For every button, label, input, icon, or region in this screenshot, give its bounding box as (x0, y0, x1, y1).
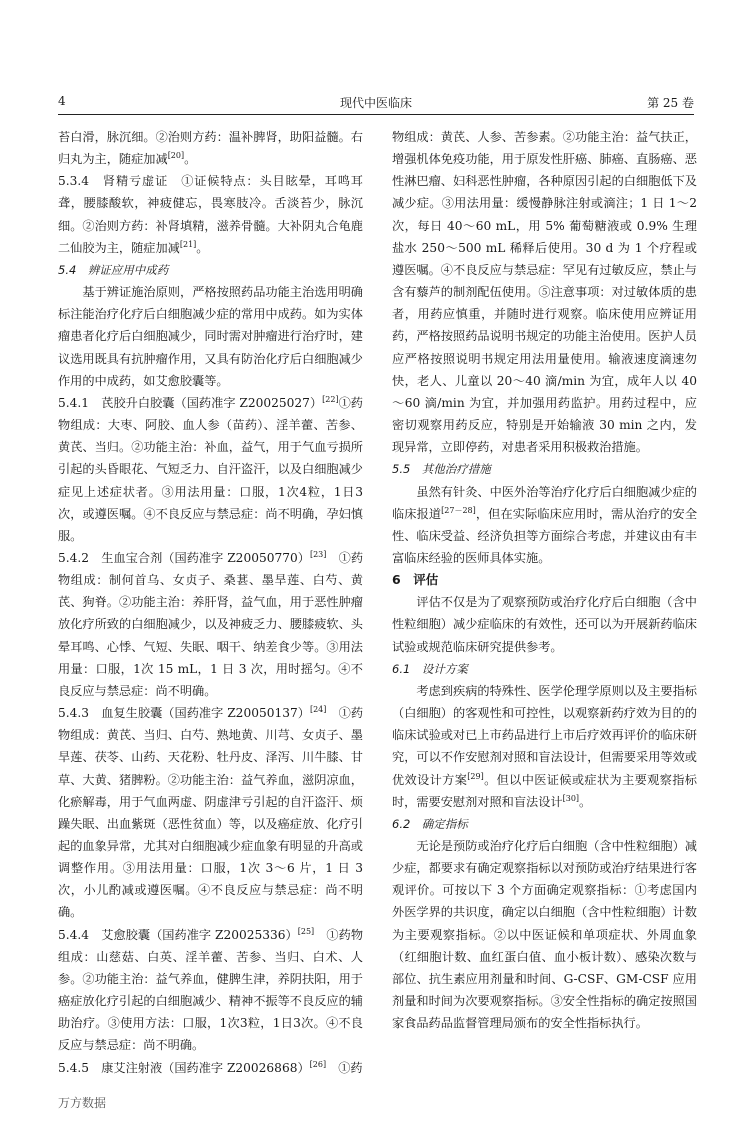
citation-2-r7: [30] (562, 793, 580, 803)
paragraph-r3 (392, 481, 697, 570)
paragraph-r9 (392, 835, 697, 1034)
citation-r3: [27－28] (441, 505, 476, 515)
paragraph-l9 (58, 1057, 363, 1079)
citation-l8: [25] (297, 926, 315, 936)
right-column (392, 126, 697, 1034)
paragraph-r1 (392, 126, 697, 458)
paragraph-l4 (58, 281, 363, 392)
text-r2: 5.5 其他治疗措施 (392, 462, 491, 477)
text-r8: 6.2 确定指标 (392, 816, 468, 831)
text-tail-r3: ，但在实际临床应用时，需从治疗的安全性、临床受益、经济负担等方面综合考虑，并建议由有丰富临床经验的医师具体实施。 (392, 506, 698, 565)
section-heading-r8 (392, 813, 697, 835)
text-r4: 6 评估 (392, 572, 439, 588)
citation-l9: [26] (309, 1059, 327, 1069)
text-tail-r7: 。但以中医证候或症状为主要观察指标时，需要安慰剂对照和盲法设计 (392, 772, 697, 809)
section-heading-r2 (392, 458, 697, 480)
citation-l7: [24] (309, 705, 327, 714)
paragraph-l6 (58, 547, 363, 702)
citation-l5: [22] (322, 394, 339, 404)
text-l1: 苔白滑，脉沉细。②治则方药：温补脾肾，助阳益髓。右归丸为主，随症加减 (58, 130, 363, 167)
text-tail-l7: ①药物组成：黄芪、当归、白芍、熟地黄、川芎、女贞子、墨旱莲、茯苓、山药、天花粉、牡丹皮、泽泻、川牛膝、甘草、大黄、猪脾粉。②功能主治：益气养血，滋阴凉血，化瘀解毒，用于气血两虚、阴虚津亏引起的自汗盗汗、烦躁失眠、出血紫斑（恶性贫血）等，以及癌症放、化疗引起的血象异常，尤其对白细胞减少症血象有明显的升高或调整作用。③用法用量：口服，1次 3～6 片，1 日 3 次，小儿酌减或遵医嘱。④不良反应与禁忌症：尚不明确。 (58, 706, 364, 920)
text-l4: 基于辨证施治原则，严格按照药品功能主治选用明确标注能治疗化疗后白细胞减少症的常用中成药。如为实体瘤患者化疗后白细胞减少，同时需对肿瘤进行治疗时，建议选用既具有抗肿瘤作用，又具有防治化疗后白细胞减少作用的中成药，如艾愈胶囊等。 (58, 285, 363, 388)
citation-r7: [29] (467, 771, 484, 781)
text-l7: 5.4.3 血复生胶囊（国药准字 Z20050137） (58, 706, 310, 721)
volume-label: 第 25 卷 (647, 96, 694, 110)
text-r7: 考虑到疾病的特殊性、医学伦理学原则以及主要指标（白细胞）的客观性和可控性，以观察新药疗效为目的的临床试验或对已上市药品进行上市后疗效再评价的临床研究，可以不作安慰剂对照和盲法设计，但需要采用等效或优效设计方案 (392, 683, 697, 787)
paragraph-l8 (58, 924, 363, 1057)
text-tail-l6: ①药物组成：制何首乌、女贞子、桑葚、墨旱莲、白芍、黄芪、狗脊。②功能主治：养肝肾，益气血，用于恶性肿瘤放化疗所致的白细胞减少，以及神疲乏力、腰膝疲软、头晕耳鸣、心悸、气短、失眠、咽干、纳差食少等。③用法用量：口服，1次 15 mL，1 日 3 次，用时摇匀。④不良反应与禁忌症：尚不明确。 (58, 550, 364, 698)
text-r5: 评估不仅是为了观察预防或治疗化疗后白细胞（含中性粒细胞）减少症临床的有效性，还可以为开展新药临床试验或规范临床研究提供参考。 (392, 595, 697, 654)
paragraph-l2 (58, 170, 363, 259)
text-l8: 5.4.4 艾愈胶囊（国药准字 Z20025336） (58, 927, 298, 942)
text-r3: 虽然有针灸、中医外治等治疗化疗后白细胞减少症的临床报道 (392, 484, 697, 521)
citation-l2: [21] (179, 239, 197, 249)
paragraph-l7 (58, 702, 363, 924)
page-header (58, 92, 694, 115)
paragraph-r7 (392, 680, 697, 813)
text-tail-l2: 。 (196, 240, 209, 255)
citation-l6: [23] (309, 549, 327, 559)
text-tail-l1: 。 (184, 152, 197, 167)
section-heading-r6 (392, 658, 697, 680)
journal-title: 现代中医临床 (339, 96, 412, 110)
text-l2: 5.3.4 肾精亏虚证 ①证候特点：头目眩晕，耳鸣耳聋，腰膝酸软，神疲健忘，畏寒肢冷。舌淡苔少，脉沉细。②治则方药：补肾填精，滋养骨髓。大补阴丸合龟鹿二仙胶为主，随症加减 (58, 174, 363, 255)
page-number: 4 (58, 94, 66, 108)
text-tail-l8: ①药物组成：山慈菇、白英、淫羊藿、苦参、当归、白术、人参。②功能主治：益气养血，健脾生津，养阴扶阳，用于癌症放化疗引起的白细胞减少、精神不振等不良反应的辅助治疗。③使用方法：口服，1次3粒，1日3次。④不良反应与禁忌症：尚不明确。 (58, 927, 364, 1053)
text-l9: 5.4.5 康艾注射液（国药准字 Z20026868） (58, 1060, 310, 1075)
section-heading-l3 (58, 259, 363, 281)
text-r1: 物组成：黄芪、人参、苦参素。②功能主治：益气扶正，增强机体免疫功能，用于原发性肝癌、肺癌、直肠癌、恶性淋巴瘤、妇科恶性肿瘤，各种原因引起的白细胞低下及减少症。③用法用量：缓慢静脉注射或滴注；1 日 1～2 次，每日 40～60 mL，用 5% 葡萄糖液或 0.9% 生理盐水 250～500 mL 稀释后使用。30 d 为 1 个疗程或遵医嘱。④不良反应与禁忌症：罕见有过敏反应，禁止与含有藜芦的制剂配伍使用。⑤注意事项：对过敏体质的患者，用药应慎重，并随时进行观察。临床使用应辨证用药，严格按照药品说明书规定的功能主治使用。医护人员应严格按照说明书规定用法用量使用。输液速度滴速勿快，老人、儿童以 20～40 滴/min 为宜，成年人以 40～60 滴/min 为宜，并加强用药监护。用药过程中，应密切观察用药反应，特别是开始输液 30 min 之内，发现异常，立即停药，对患者采用积极救治措施。 (392, 130, 697, 455)
section-heading-r4 (392, 569, 697, 591)
text-r9: 无论是预防或治疗化疗后白细胞（含中性粒细胞）减少症，都要求有确定观察指标以对预防或治疗结果进行客观评价。可按以下 3 个方面确定观察指标：①考虑国内外医学界的共识度，确定以白细胞（含中性粒细胞）计数为主要观察指标。②以中医证候和单项症状、外周血象（红细胞计数、血红蛋白值、血小板计数）、感染次数与部位、抗生素应用剂量和时间、G-CSF、GM-CSF 应用剂量和时间为次要观察指标。③安全性指标的确定按照国家食品药品监督管理局颁布的安全性指标执行。 (392, 839, 697, 1031)
left-column (58, 126, 363, 1079)
paragraph-l1 (58, 126, 363, 170)
paragraph-l5 (58, 392, 363, 547)
text-tail-2-r7: 。 (579, 794, 592, 809)
footer-source: 万方数据 (58, 1096, 107, 1110)
citation-l1: [20] (167, 151, 185, 161)
text-l6: 5.4.2 生血宝合剂（国药准字 Z20050770） (58, 550, 310, 565)
text-tail-l9: ①药 (326, 1060, 363, 1075)
text-r6: 6.1 设计方案 (392, 661, 468, 676)
text-l3: 5.4 辨证应用中成药 (58, 262, 169, 277)
text-l5: 5.4.1 芪胶升白胶囊（国药准字 Z20025027） (58, 395, 323, 410)
paragraph-r5 (392, 591, 697, 657)
text-tail-l5: ①药物组成：大枣、阿胶、血人参（苗药）、淫羊藿、苦参、黄芪、当归。②功能主治：补血，益气，用于气血亏损所引起的头昏眼花、气短乏力、自汗盗汗，以及白细胞减少症见上述症状者。③用法用量：口服，1次4粒，1日3次，或遵医嘱。④不良反应与禁忌症：尚不明确，孕妇慎服。 (58, 395, 363, 543)
